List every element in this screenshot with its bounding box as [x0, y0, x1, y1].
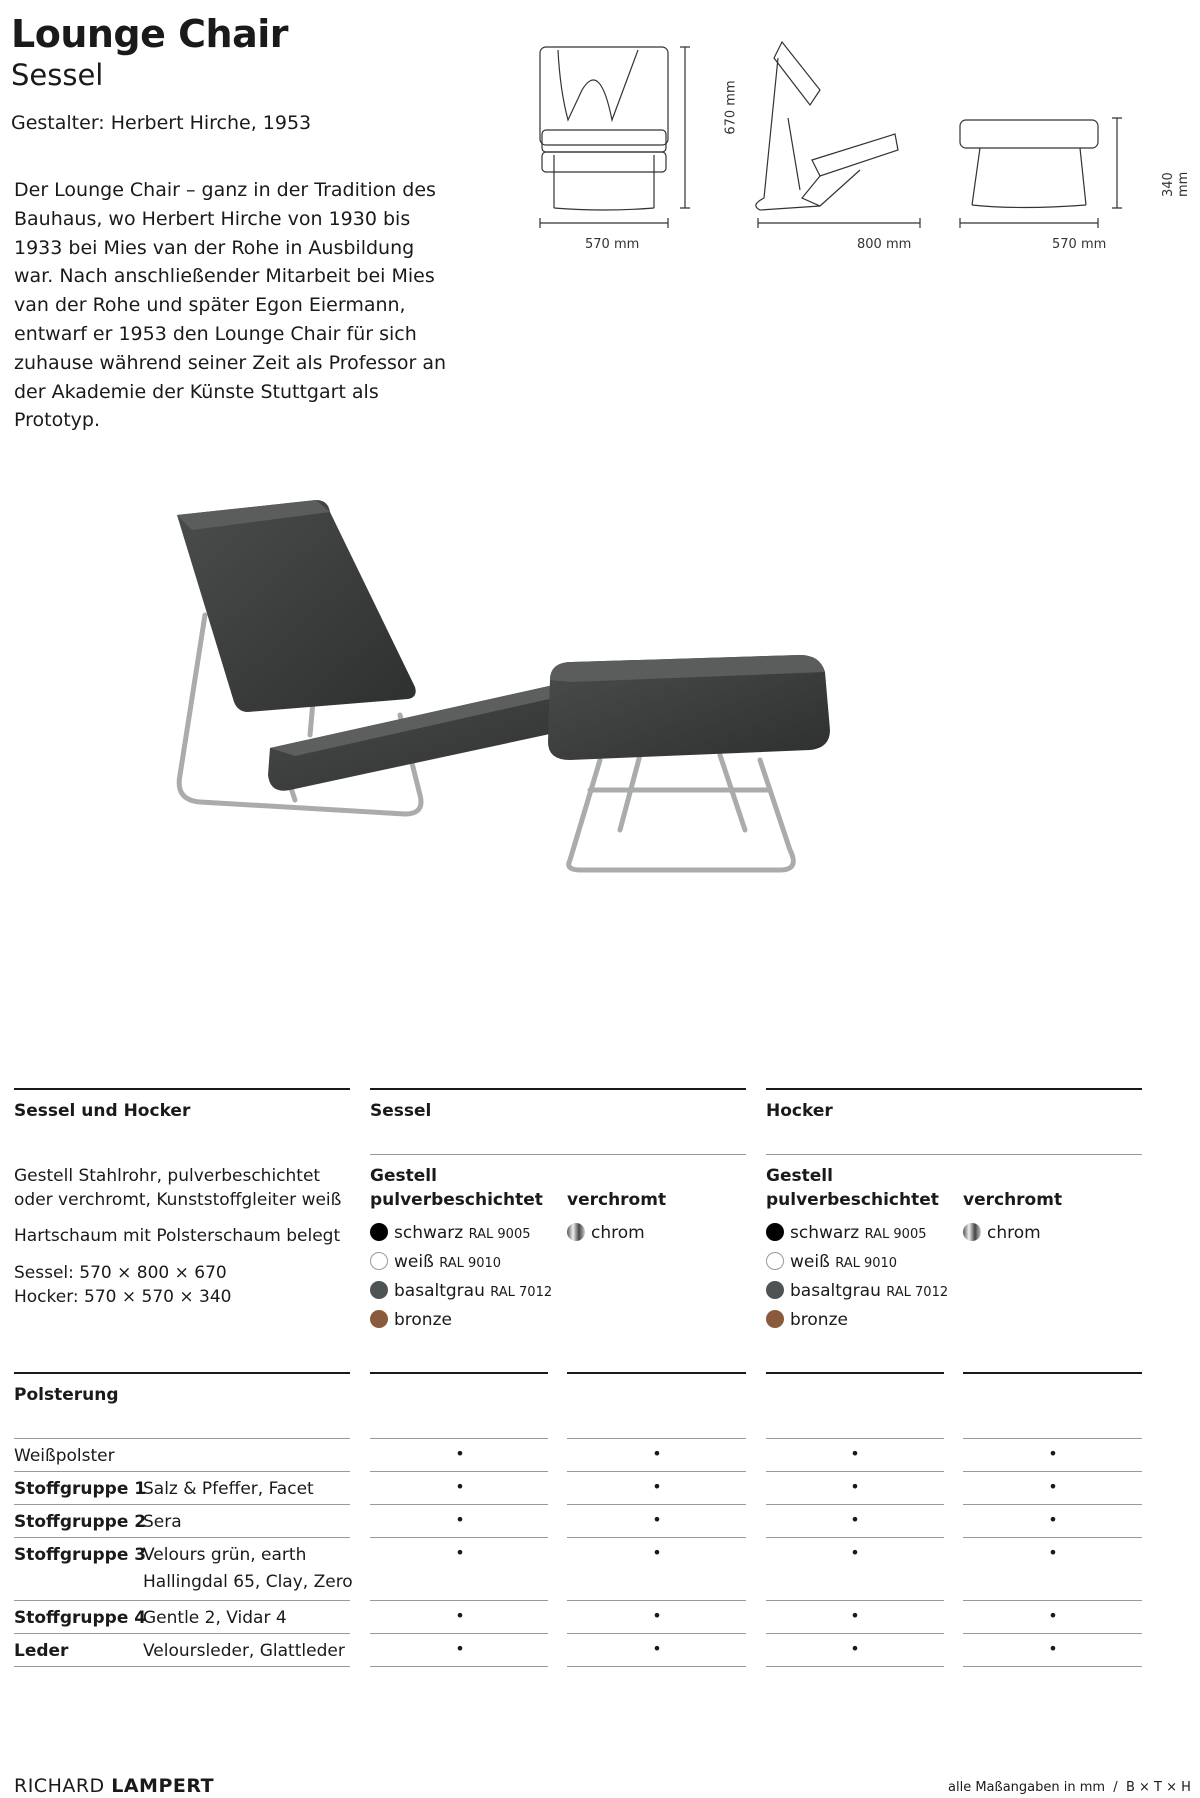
ral-code: RAL 9005	[864, 1227, 927, 1242]
color-name: basaltgrau	[394, 1281, 485, 1301]
availability-dot: •	[652, 1606, 662, 1625]
row-divider	[370, 1537, 548, 1538]
row-divider	[963, 1471, 1142, 1472]
row-divider	[567, 1504, 746, 1505]
color-swatch-bronze	[766, 1310, 784, 1328]
availability-dot: •	[850, 1543, 860, 1562]
availability-dot: •	[1048, 1543, 1058, 1562]
rule-up-c4	[963, 1372, 1142, 1374]
color-name: bronze	[394, 1310, 452, 1330]
availability-dot: •	[455, 1510, 465, 1529]
availability-dot: •	[1048, 1477, 1058, 1496]
color-swatch-row	[370, 1252, 552, 1281]
dim-side-depth: 800 mm	[857, 237, 912, 252]
chrome-name: chrom	[591, 1223, 645, 1243]
sessel-color-list	[370, 1223, 552, 1339]
hocker-powder-label: pulverbeschichtet	[766, 1190, 939, 1210]
hocker-heading: Hocker	[766, 1101, 833, 1121]
color-swatch-white	[766, 1252, 784, 1270]
availability-dot: •	[850, 1444, 860, 1463]
upholstery-fabric: Gentle 2, Vidar 4	[143, 1608, 287, 1628]
upholstery-fabric: Sera	[143, 1512, 182, 1532]
sessel-gestell-label: Gestell	[370, 1166, 437, 1186]
row-divider	[14, 1471, 350, 1472]
upholstery-fabric: Salz & Pfeffer, Facet	[143, 1479, 314, 1499]
availability-dot: •	[850, 1639, 860, 1658]
rule-hocker-top	[766, 1088, 1142, 1090]
color-swatch-row	[766, 1223, 948, 1252]
color-swatch-row	[766, 1310, 948, 1339]
ral-code: RAL 9010	[835, 1256, 898, 1271]
availability-dot: •	[1048, 1639, 1058, 1658]
availability-dot: •	[1048, 1606, 1058, 1625]
row-divider	[370, 1471, 548, 1472]
ral-code: RAL 9010	[439, 1256, 502, 1271]
row-divider	[370, 1438, 548, 1439]
chrome-swatch	[963, 1223, 981, 1241]
color-swatch-row	[370, 1281, 552, 1310]
color-swatch-row	[370, 1223, 552, 1252]
color-swatch-bronze	[370, 1310, 388, 1328]
upholstery-group: Stoffgruppe 2	[14, 1512, 147, 1532]
upholstery-group: Weißpolster	[14, 1446, 115, 1466]
product-description: Der Lounge Chair – ganz in der Tradition des Bauhaus, wo Herbert Hirche von 1930 bis 1933 bei Mies van der Rohe in Ausbildung war. Nach anschließender Mitarbeit bei Mies van der Rohe und später Egon Eiermann, entwarf er 1953 den Lounge Chair für sich zuhause während seiner Zeit als Professor an der Akademie der Künste Stuttgart als Prototyp.	[14, 179, 447, 432]
availability-dot: •	[1048, 1444, 1058, 1463]
rule-up-c2	[567, 1372, 746, 1374]
sessel-chrome-label: verchromt	[567, 1190, 667, 1210]
row-divider	[766, 1438, 944, 1439]
dim-front-height: 670 mm	[723, 80, 739, 135]
chrome-swatch	[567, 1223, 585, 1241]
color-swatch-basalt	[370, 1281, 388, 1299]
color-swatch-black	[370, 1223, 388, 1241]
row-divider	[567, 1666, 746, 1667]
hocker-chrome-label: verchromt	[963, 1190, 1063, 1210]
upholstery-group: Leder	[14, 1641, 69, 1661]
upholstery-fabric-line2: Hallingdal 65, Clay, Zero	[143, 1572, 353, 1592]
row-divider	[963, 1438, 1142, 1439]
designer-credit: Gestalter: Herbert Hirche, 1953	[11, 112, 312, 134]
row-divider	[14, 1666, 350, 1667]
color-swatch-white	[370, 1252, 388, 1270]
ral-code: RAL 9005	[468, 1227, 531, 1242]
availability-dot: •	[652, 1639, 662, 1658]
row-divider	[963, 1504, 1142, 1505]
ral-code: RAL 7012	[886, 1285, 949, 1300]
color-swatch-black	[766, 1223, 784, 1241]
color-name: schwarz	[394, 1223, 464, 1243]
frame-description: Gestell Stahlrohr, pulverbeschichtet oder verchromt, Kunststoffgleiter weiß	[14, 1166, 342, 1210]
brand-logo	[14, 1775, 214, 1797]
upholstery-fabric: Velours grün, earth	[143, 1545, 307, 1565]
dim-front-width: 570 mm	[585, 237, 640, 252]
availability-dot: •	[455, 1477, 465, 1496]
row-divider	[766, 1633, 944, 1634]
rule-up-c3	[766, 1372, 944, 1374]
row-divider	[766, 1537, 944, 1538]
row-divider	[14, 1504, 350, 1505]
upholstery-group: Stoffgruppe 4	[14, 1608, 147, 1628]
row-divider	[14, 1438, 350, 1439]
row-divider	[963, 1666, 1142, 1667]
rule-sessel-top	[370, 1088, 746, 1090]
row-divider	[963, 1600, 1142, 1601]
foam-description: Hartschaum mit Polsterschaum belegt	[14, 1226, 341, 1246]
availability-dot: •	[652, 1510, 662, 1529]
availability-dot: •	[455, 1543, 465, 1562]
availability-dot: •	[850, 1477, 860, 1496]
availability-dot: •	[850, 1606, 860, 1625]
rule-up-c1	[370, 1372, 548, 1374]
hocker-gestell-label: Gestell	[766, 1166, 833, 1186]
sessel-heading: Sessel	[370, 1101, 432, 1121]
color-name: bronze	[790, 1310, 848, 1330]
row-divider	[963, 1633, 1142, 1634]
row-divider	[766, 1666, 944, 1667]
row-divider	[370, 1504, 548, 1505]
brand-bold: LAMPERT	[111, 1775, 215, 1797]
color-swatch-row	[370, 1310, 552, 1339]
color-name: weiß	[394, 1252, 434, 1272]
measurement-note: alle Maßangaben in mm / B × T × H	[948, 1780, 1191, 1795]
sessel-chrome-swatch	[567, 1223, 645, 1252]
row-divider	[14, 1537, 350, 1538]
availability-dot: •	[652, 1477, 662, 1496]
upholstery-heading: Polsterung	[14, 1385, 119, 1405]
col1-heading: Sessel und Hocker	[14, 1101, 191, 1121]
brand-light: RICHARD	[14, 1775, 105, 1797]
row-divider	[567, 1471, 746, 1472]
color-name: basaltgrau	[790, 1281, 881, 1301]
chrome-name: chrom	[987, 1223, 1041, 1243]
row-divider	[766, 1600, 944, 1601]
row-divider	[963, 1537, 1142, 1538]
rule-hocker-mid	[766, 1154, 1142, 1155]
row-divider	[766, 1471, 944, 1472]
row-divider	[14, 1633, 350, 1634]
row-divider	[370, 1600, 548, 1601]
row-divider	[370, 1666, 548, 1667]
availability-dot: •	[850, 1510, 860, 1529]
color-name: schwarz	[790, 1223, 860, 1243]
color-swatch-row	[766, 1281, 948, 1310]
color-swatch-row	[766, 1252, 948, 1281]
availability-dot: •	[652, 1543, 662, 1562]
ral-code: RAL 7012	[490, 1285, 553, 1300]
row-divider	[14, 1600, 350, 1601]
row-divider	[567, 1633, 746, 1634]
size-sessel: Sessel: 570 × 800 × 670	[14, 1263, 227, 1283]
color-name: weiß	[790, 1252, 830, 1272]
rule-sessel-mid	[370, 1154, 746, 1155]
upholstery-group: Stoffgruppe 1	[14, 1479, 147, 1499]
sessel-powder-label: pulverbeschichtet	[370, 1190, 543, 1210]
rule-col1-top	[14, 1088, 350, 1090]
availability-dot: •	[455, 1606, 465, 1625]
row-divider	[567, 1537, 746, 1538]
row-divider	[766, 1504, 944, 1505]
upholstery-group: Stoffgruppe 3	[14, 1545, 147, 1565]
rule-upholstery-top	[14, 1372, 350, 1374]
hocker-color-list	[766, 1223, 948, 1339]
availability-dot: •	[1048, 1510, 1058, 1529]
page-title: Lounge Chair	[11, 12, 288, 56]
row-divider	[567, 1438, 746, 1439]
hocker-chrome-swatch	[963, 1223, 1041, 1252]
row-divider	[567, 1600, 746, 1601]
dim-stool-height: 340 mm	[1161, 171, 1191, 197]
color-swatch-basalt	[766, 1281, 784, 1299]
size-hocker: Hocker: 570 × 570 × 340	[14, 1287, 232, 1307]
page-subtitle: Sessel	[11, 58, 104, 92]
product-photo	[120, 450, 980, 900]
availability-dot: •	[455, 1444, 465, 1463]
availability-dot: •	[652, 1444, 662, 1463]
dimension-drawings	[520, 30, 1190, 270]
availability-dot: •	[455, 1639, 465, 1658]
dim-stool-width: 570 mm	[1052, 237, 1107, 252]
row-divider	[370, 1633, 548, 1634]
upholstery-fabric: Veloursleder, Glattleder	[143, 1641, 345, 1661]
